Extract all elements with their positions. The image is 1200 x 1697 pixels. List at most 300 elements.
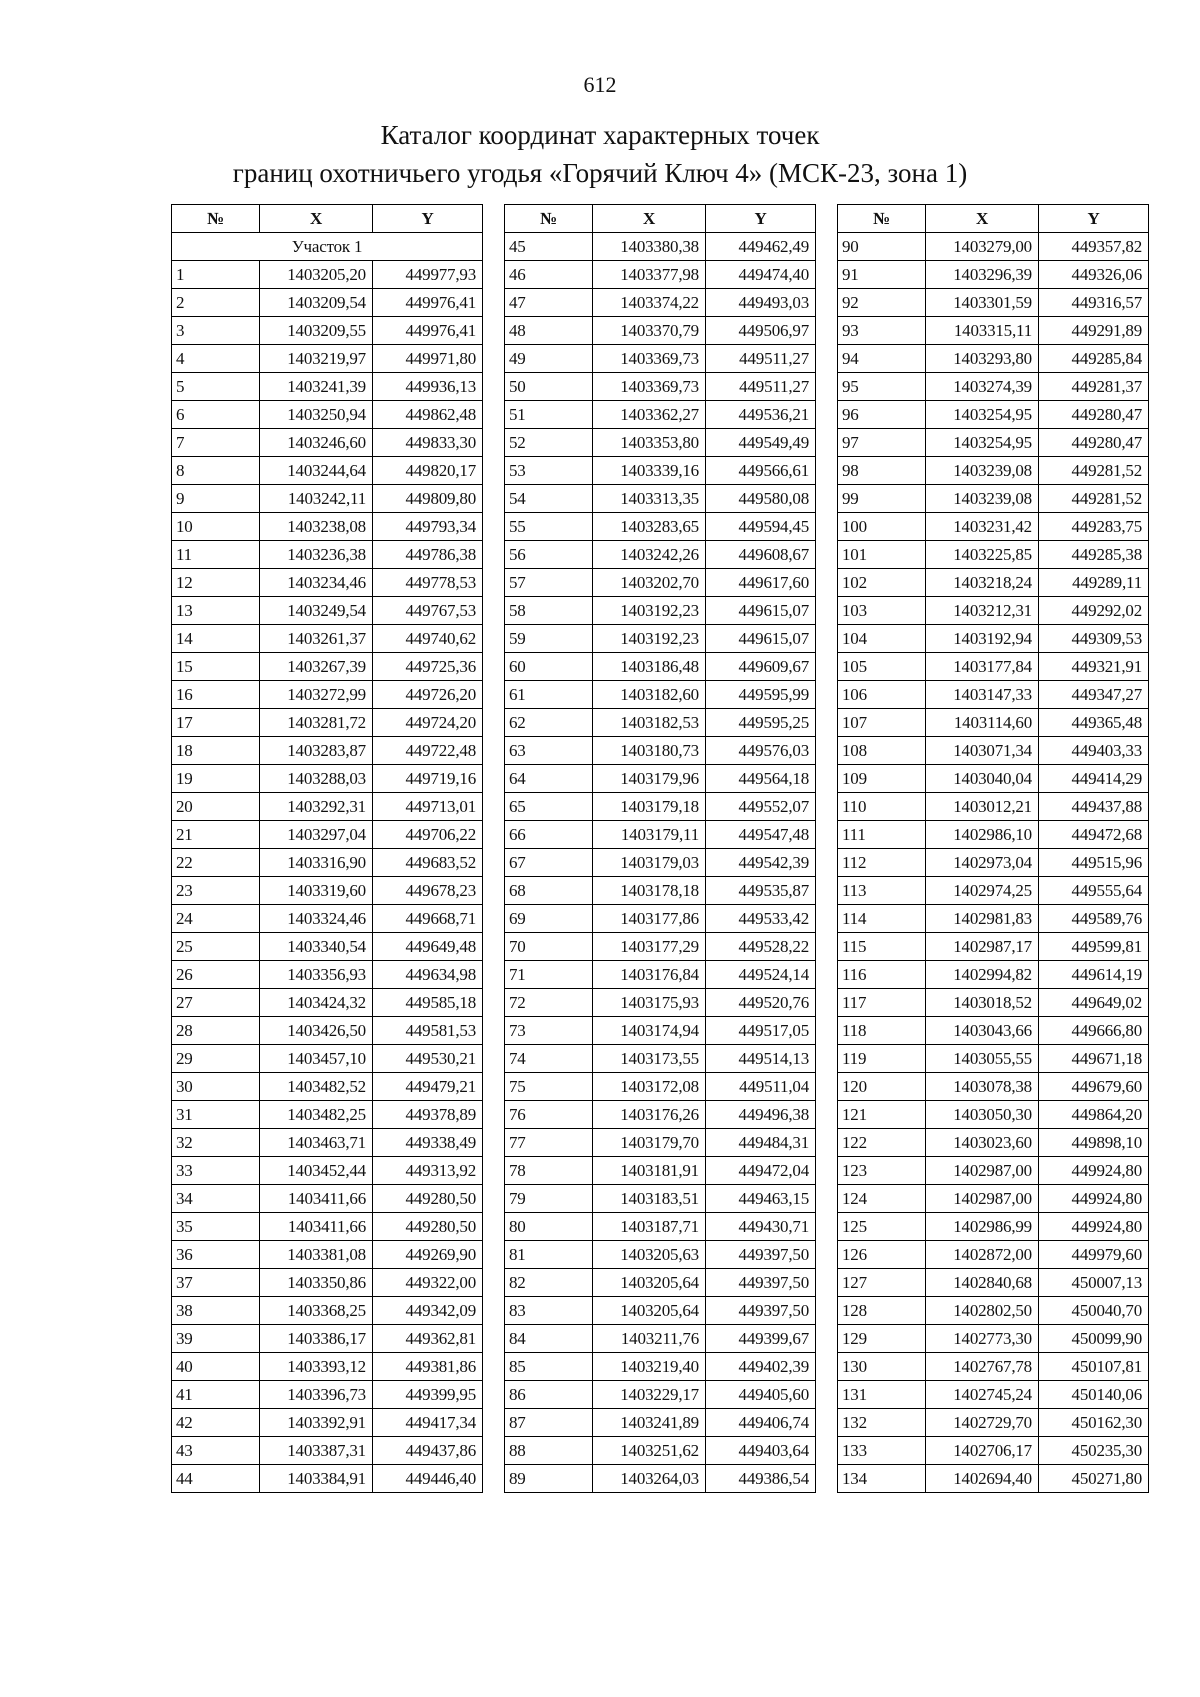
coord-y: 449976,41 <box>373 317 483 345</box>
coord-y: 449463,15 <box>706 1185 816 1213</box>
point-number: 82 <box>505 1269 593 1297</box>
coord-x: 1403384,91 <box>260 1465 373 1493</box>
coord-x: 1403192,23 <box>593 597 706 625</box>
table-row <box>172 1325 483 1353</box>
point-number: 67 <box>505 849 593 877</box>
coord-x: 1403239,08 <box>926 457 1039 485</box>
coord-y: 449399,67 <box>706 1325 816 1353</box>
point-number: 116 <box>838 961 926 989</box>
coord-y: 449347,27 <box>1039 681 1149 709</box>
coord-y: 449585,18 <box>373 989 483 1017</box>
coord-y: 449402,39 <box>706 1353 816 1381</box>
coord-x: 1403043,66 <box>926 1017 1039 1045</box>
coord-x: 1403381,08 <box>260 1241 373 1269</box>
point-number: 120 <box>838 1073 926 1101</box>
point-number: 72 <box>505 989 593 1017</box>
point-number: 5 <box>172 373 260 401</box>
table-row <box>838 345 1149 373</box>
table-row <box>505 1437 816 1465</box>
table-row <box>838 233 1149 261</box>
coord-x: 1403292,31 <box>260 793 373 821</box>
coord-x: 1403055,55 <box>926 1045 1039 1073</box>
coord-x: 1403211,76 <box>593 1325 706 1353</box>
coord-y: 449280,47 <box>1039 401 1149 429</box>
table-row <box>838 513 1149 541</box>
table-row <box>172 961 483 989</box>
coord-y: 449321,91 <box>1039 653 1149 681</box>
coord-x: 1403301,59 <box>926 289 1039 317</box>
point-number: 17 <box>172 709 260 737</box>
point-number: 53 <box>505 457 593 485</box>
coord-y: 449786,38 <box>373 541 483 569</box>
coord-x: 1403177,86 <box>593 905 706 933</box>
point-number: 30 <box>172 1073 260 1101</box>
section-label: Участок 1 <box>172 233 483 261</box>
table-row <box>172 849 483 877</box>
table-row <box>838 1073 1149 1101</box>
coord-y: 449406,74 <box>706 1409 816 1437</box>
coord-y: 449496,38 <box>706 1101 816 1129</box>
coord-y: 449566,61 <box>706 457 816 485</box>
table-row <box>172 569 483 597</box>
table-row <box>838 373 1149 401</box>
table-row <box>172 821 483 849</box>
coord-x: 1403386,17 <box>260 1325 373 1353</box>
coord-y: 450271,80 <box>1039 1465 1149 1493</box>
table-row <box>172 1213 483 1241</box>
table-row <box>838 989 1149 1017</box>
point-number: 103 <box>838 597 926 625</box>
table-row <box>172 989 483 1017</box>
coord-y: 449535,87 <box>706 877 816 905</box>
table-row <box>838 877 1149 905</box>
coord-x: 1403374,22 <box>593 289 706 317</box>
point-number: 81 <box>505 1241 593 1269</box>
coord-x: 1403209,54 <box>260 289 373 317</box>
coord-y: 449281,52 <box>1039 485 1149 513</box>
coord-x: 1403463,71 <box>260 1129 373 1157</box>
table-row <box>172 1129 483 1157</box>
coord-y: 449357,82 <box>1039 233 1149 261</box>
coord-x: 1403369,73 <box>593 345 706 373</box>
table-row <box>505 989 816 1017</box>
table-row <box>505 1325 816 1353</box>
coord-y: 449542,39 <box>706 849 816 877</box>
point-number: 134 <box>838 1465 926 1493</box>
coord-y: 449289,11 <box>1039 569 1149 597</box>
coord-x: 1403353,80 <box>593 429 706 457</box>
coord-x: 1403339,16 <box>593 457 706 485</box>
point-number: 21 <box>172 821 260 849</box>
coord-y: 449615,07 <box>706 597 816 625</box>
coord-y: 449524,14 <box>706 961 816 989</box>
header-y: Y <box>1039 205 1149 233</box>
point-number: 102 <box>838 569 926 597</box>
coord-y: 449281,52 <box>1039 457 1149 485</box>
coord-y: 449403,64 <box>706 1437 816 1465</box>
coord-x: 1403186,48 <box>593 653 706 681</box>
point-number: 99 <box>838 485 926 513</box>
coord-y: 449397,50 <box>706 1297 816 1325</box>
coord-x: 1402706,17 <box>926 1437 1039 1465</box>
table-row <box>505 905 816 933</box>
coord-y: 449397,50 <box>706 1241 816 1269</box>
table-row <box>172 877 483 905</box>
point-number: 113 <box>838 877 926 905</box>
table-row <box>838 289 1149 317</box>
coord-x: 1403177,29 <box>593 933 706 961</box>
coord-x: 1403293,80 <box>926 345 1039 373</box>
coord-x: 1402986,99 <box>926 1213 1039 1241</box>
table-row <box>172 1353 483 1381</box>
coord-y: 449316,57 <box>1039 289 1149 317</box>
coord-x: 1403264,03 <box>593 1465 706 1493</box>
point-number: 3 <box>172 317 260 345</box>
coord-x: 1403205,20 <box>260 261 373 289</box>
coord-x: 1403319,60 <box>260 877 373 905</box>
point-number: 54 <box>505 485 593 513</box>
point-number: 69 <box>505 905 593 933</box>
coord-x: 1403205,63 <box>593 1241 706 1269</box>
catalog-title: Каталог координат характерных точек <box>380 120 820 150</box>
table-row <box>838 429 1149 457</box>
coord-x: 1403242,26 <box>593 541 706 569</box>
coord-x: 1403482,52 <box>260 1073 373 1101</box>
coord-x: 1403229,17 <box>593 1381 706 1409</box>
coord-y: 449365,48 <box>1039 709 1149 737</box>
coord-y: 449437,88 <box>1039 793 1149 821</box>
table-row <box>838 1437 1149 1465</box>
coord-y: 449514,13 <box>706 1045 816 1073</box>
coord-y: 449517,05 <box>706 1017 816 1045</box>
point-number: 132 <box>838 1409 926 1437</box>
point-number: 13 <box>172 597 260 625</box>
coord-y: 449609,67 <box>706 653 816 681</box>
point-number: 46 <box>505 261 593 289</box>
coord-x: 1403246,60 <box>260 429 373 457</box>
table-row <box>838 961 1149 989</box>
table-row <box>838 569 1149 597</box>
point-number: 47 <box>505 289 593 317</box>
point-number: 104 <box>838 625 926 653</box>
header-y: Y <box>706 205 816 233</box>
table-row <box>838 905 1149 933</box>
header-num: № <box>172 205 260 233</box>
table-row <box>505 793 816 821</box>
coord-x: 1403187,71 <box>593 1213 706 1241</box>
coord-y: 449740,62 <box>373 625 483 653</box>
table-row <box>505 289 816 317</box>
coord-y: 449399,95 <box>373 1381 483 1409</box>
table-row <box>505 233 816 261</box>
coord-y: 449322,00 <box>373 1269 483 1297</box>
coord-y: 449552,07 <box>706 793 816 821</box>
table-row <box>838 1297 1149 1325</box>
coord-x: 1402987,00 <box>926 1157 1039 1185</box>
coord-y: 449283,75 <box>1039 513 1149 541</box>
table-row <box>838 457 1149 485</box>
table-row <box>505 933 816 961</box>
point-number: 68 <box>505 877 593 905</box>
point-number: 111 <box>838 821 926 849</box>
point-number: 78 <box>505 1157 593 1185</box>
table-row <box>505 1129 816 1157</box>
point-number: 31 <box>172 1101 260 1129</box>
table-row <box>505 1073 816 1101</box>
coord-y: 449580,08 <box>706 485 816 513</box>
coord-y: 449833,30 <box>373 429 483 457</box>
coord-x: 1403181,91 <box>593 1157 706 1185</box>
point-number: 37 <box>172 1269 260 1297</box>
coord-x: 1402840,68 <box>926 1269 1039 1297</box>
coord-y: 449281,37 <box>1039 373 1149 401</box>
point-number: 38 <box>172 1297 260 1325</box>
header-x: X <box>926 205 1039 233</box>
coord-y: 449437,86 <box>373 1437 483 1465</box>
coord-x: 1403411,66 <box>260 1185 373 1213</box>
coord-y: 449511,27 <box>706 345 816 373</box>
coord-y: 449313,92 <box>373 1157 483 1185</box>
point-number: 40 <box>172 1353 260 1381</box>
coord-y: 449809,80 <box>373 485 483 513</box>
table-row <box>838 709 1149 737</box>
table-row <box>172 541 483 569</box>
coord-y: 449595,99 <box>706 681 816 709</box>
point-number: 11 <box>172 541 260 569</box>
coord-y: 449713,01 <box>373 793 483 821</box>
point-number: 50 <box>505 373 593 401</box>
point-number: 133 <box>838 1437 926 1465</box>
coord-y: 449338,49 <box>373 1129 483 1157</box>
coord-x: 1402729,70 <box>926 1409 1039 1437</box>
point-number: 101 <box>838 541 926 569</box>
table-row <box>505 261 816 289</box>
point-number: 57 <box>505 569 593 597</box>
coord-y: 449668,71 <box>373 905 483 933</box>
table-row <box>838 1465 1149 1493</box>
table-row <box>838 821 1149 849</box>
table-row <box>838 1325 1149 1353</box>
point-number: 4 <box>172 345 260 373</box>
table-row <box>505 1269 816 1297</box>
coord-x: 1403426,50 <box>260 1017 373 1045</box>
point-number: 130 <box>838 1353 926 1381</box>
coord-x: 1403218,24 <box>926 569 1039 597</box>
table-row <box>838 1213 1149 1241</box>
table-row <box>838 1269 1149 1297</box>
coord-x: 1402872,00 <box>926 1241 1039 1269</box>
table-row <box>838 401 1149 429</box>
point-number: 35 <box>172 1213 260 1241</box>
coord-x: 1403182,53 <box>593 709 706 737</box>
point-number: 118 <box>838 1017 926 1045</box>
coord-x: 1403236,38 <box>260 541 373 569</box>
point-number: 8 <box>172 457 260 485</box>
point-number: 48 <box>505 317 593 345</box>
table-row <box>505 1213 816 1241</box>
table-header-row <box>505 205 816 233</box>
point-number: 77 <box>505 1129 593 1157</box>
coord-x: 1403279,00 <box>926 233 1039 261</box>
coord-x: 1403219,40 <box>593 1353 706 1381</box>
point-number: 22 <box>172 849 260 877</box>
table-row <box>505 709 816 737</box>
coord-y: 449511,27 <box>706 373 816 401</box>
coord-y: 449533,42 <box>706 905 816 933</box>
point-number: 33 <box>172 1157 260 1185</box>
coord-y: 449936,13 <box>373 373 483 401</box>
table-row <box>505 1045 816 1073</box>
coord-x: 1403482,25 <box>260 1101 373 1129</box>
header-num: № <box>838 205 926 233</box>
coord-y: 449472,04 <box>706 1157 816 1185</box>
coord-y: 449778,53 <box>373 569 483 597</box>
table-row <box>838 1409 1149 1437</box>
table-row <box>505 877 816 905</box>
table-row <box>838 1241 1149 1269</box>
coord-x: 1403078,38 <box>926 1073 1039 1101</box>
coord-x: 1403393,12 <box>260 1353 373 1381</box>
coord-y: 449292,02 <box>1039 597 1149 625</box>
coord-y: 449924,80 <box>1039 1157 1149 1185</box>
coord-x: 1403225,85 <box>926 541 1039 569</box>
table-row <box>172 1409 483 1437</box>
coord-y: 449520,76 <box>706 989 816 1017</box>
coord-y: 449515,96 <box>1039 849 1149 877</box>
table-row <box>505 457 816 485</box>
coord-y: 449595,25 <box>706 709 816 737</box>
coord-x: 1403452,44 <box>260 1157 373 1185</box>
table-row <box>505 765 816 793</box>
table-row <box>505 541 816 569</box>
table-row <box>838 485 1149 513</box>
table-row <box>172 1465 483 1493</box>
point-number: 65 <box>505 793 593 821</box>
coord-y: 449291,89 <box>1039 317 1149 345</box>
table-row <box>505 345 816 373</box>
coord-x: 1403392,91 <box>260 1409 373 1437</box>
coord-y: 449793,34 <box>373 513 483 541</box>
table-row <box>505 1241 816 1269</box>
table-row <box>172 653 483 681</box>
point-number: 93 <box>838 317 926 345</box>
coord-y: 449683,52 <box>373 849 483 877</box>
table-row <box>838 681 1149 709</box>
coord-y: 450007,13 <box>1039 1269 1149 1297</box>
point-number: 76 <box>505 1101 593 1129</box>
coord-x: 1403234,46 <box>260 569 373 597</box>
coord-x: 1403219,97 <box>260 345 373 373</box>
coord-y: 449724,20 <box>373 709 483 737</box>
coord-x: 1403012,21 <box>926 793 1039 821</box>
table-row <box>172 1297 483 1325</box>
point-number: 63 <box>505 737 593 765</box>
coord-x: 1403179,11 <box>593 821 706 849</box>
coord-x: 1403281,72 <box>260 709 373 737</box>
coord-y: 449309,53 <box>1039 625 1149 653</box>
coord-x: 1402802,50 <box>926 1297 1039 1325</box>
coordinates-table-1 <box>171 204 483 1493</box>
coord-x: 1403192,23 <box>593 625 706 653</box>
point-number: 42 <box>172 1409 260 1437</box>
coord-x: 1403242,11 <box>260 485 373 513</box>
table-row <box>838 1185 1149 1213</box>
point-number: 16 <box>172 681 260 709</box>
coord-y: 449979,60 <box>1039 1241 1149 1269</box>
point-number: 70 <box>505 933 593 961</box>
point-number: 94 <box>838 345 926 373</box>
table-header-row <box>838 205 1149 233</box>
table-row <box>838 261 1149 289</box>
coord-y: 449280,47 <box>1039 429 1149 457</box>
point-number: 119 <box>838 1045 926 1073</box>
coord-y: 449472,68 <box>1039 821 1149 849</box>
header-x: X <box>260 205 373 233</box>
table-row <box>505 849 816 877</box>
point-number: 123 <box>838 1157 926 1185</box>
table-row <box>172 1437 483 1465</box>
coord-x: 1403177,84 <box>926 653 1039 681</box>
coord-x: 1403147,33 <box>926 681 1039 709</box>
table-row <box>505 1101 816 1129</box>
coord-y: 449924,80 <box>1039 1185 1149 1213</box>
table-row <box>505 821 816 849</box>
table-row <box>505 513 816 541</box>
point-number: 131 <box>838 1381 926 1409</box>
coord-x: 1403316,90 <box>260 849 373 877</box>
point-number: 71 <box>505 961 593 989</box>
table-row <box>172 765 483 793</box>
coord-x: 1403324,46 <box>260 905 373 933</box>
coord-y: 449581,53 <box>373 1017 483 1045</box>
point-number: 128 <box>838 1297 926 1325</box>
point-number: 106 <box>838 681 926 709</box>
coord-y: 449326,06 <box>1039 261 1149 289</box>
table-row <box>172 457 483 485</box>
coord-y: 449576,03 <box>706 737 816 765</box>
point-number: 41 <box>172 1381 260 1409</box>
table-row <box>505 1185 816 1213</box>
coord-x: 1402745,24 <box>926 1381 1039 1409</box>
point-number: 86 <box>505 1381 593 1409</box>
coord-y: 450162,30 <box>1039 1409 1149 1437</box>
table-row <box>505 961 816 989</box>
point-number: 52 <box>505 429 593 457</box>
coord-x: 1403183,51 <box>593 1185 706 1213</box>
coord-x: 1403071,34 <box>926 737 1039 765</box>
table-row <box>172 597 483 625</box>
coord-x: 1403369,73 <box>593 373 706 401</box>
coord-x: 1403179,18 <box>593 793 706 821</box>
table-row <box>505 1465 816 1493</box>
point-number: 107 <box>838 709 926 737</box>
table-row <box>172 1185 483 1213</box>
point-number: 66 <box>505 821 593 849</box>
coord-x: 1403231,42 <box>926 513 1039 541</box>
table-row <box>505 317 816 345</box>
coord-x: 1403175,93 <box>593 989 706 1017</box>
table-row <box>172 317 483 345</box>
coord-x: 1403288,03 <box>260 765 373 793</box>
point-number: 73 <box>505 1017 593 1045</box>
coord-x: 1403212,31 <box>926 597 1039 625</box>
point-number: 27 <box>172 989 260 1017</box>
coord-x: 1403251,62 <box>593 1437 706 1465</box>
point-number: 10 <box>172 513 260 541</box>
point-number: 90 <box>838 233 926 261</box>
coord-y: 449977,93 <box>373 261 483 289</box>
coord-x: 1403179,96 <box>593 765 706 793</box>
